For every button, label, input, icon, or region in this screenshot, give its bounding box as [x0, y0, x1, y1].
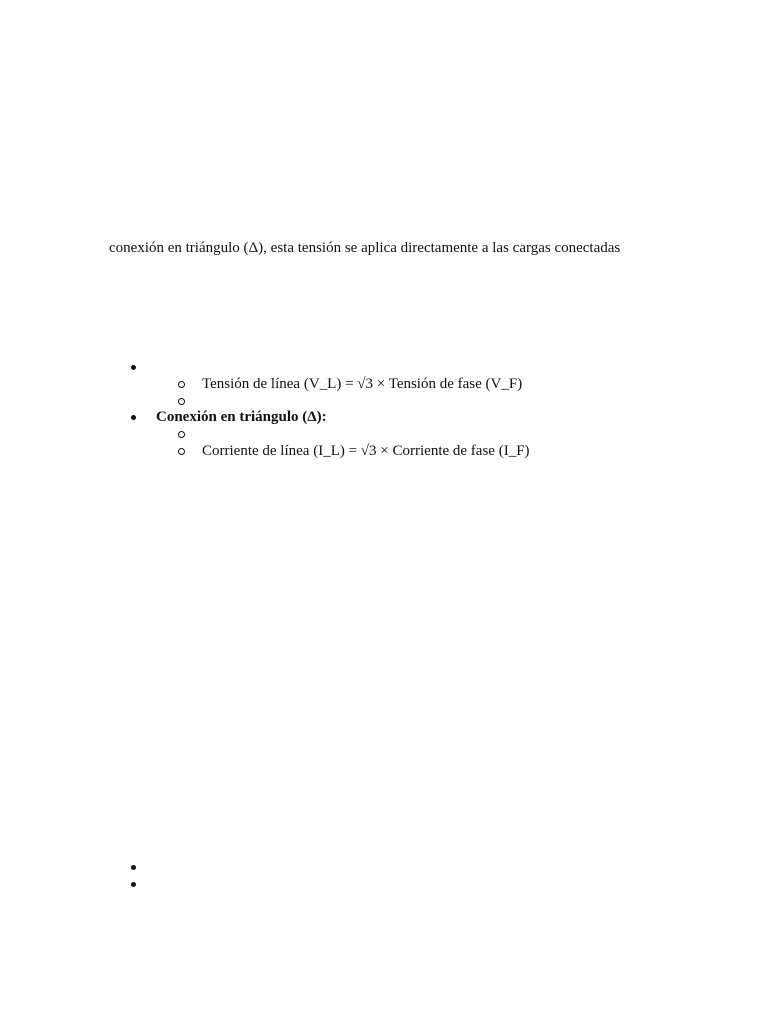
line-voltage-formula: Tensión de línea (V_L) = √3 × Tensión de fase (V_F) [202, 376, 523, 392]
bullet-circle-icon [178, 398, 185, 405]
bullet-dot-icon [131, 882, 136, 887]
bullet-dot-icon [131, 415, 136, 420]
bullet-dot-icon [131, 865, 136, 870]
delta-connection-heading: Conexión en triángulo (Δ): [156, 409, 327, 425]
body-paragraph: conexión en triángulo (Δ), esta tensión se aplica directamente a las cargas conectadas [109, 240, 621, 256]
bullet-dot-icon [131, 365, 136, 370]
bullet-circle-icon [178, 431, 185, 438]
bullet-circle-icon [178, 448, 185, 455]
line-current-formula: Corriente de línea (I_L) = √3 × Corriente de fase (I_F) [202, 443, 530, 459]
bullet-circle-icon [178, 381, 185, 388]
